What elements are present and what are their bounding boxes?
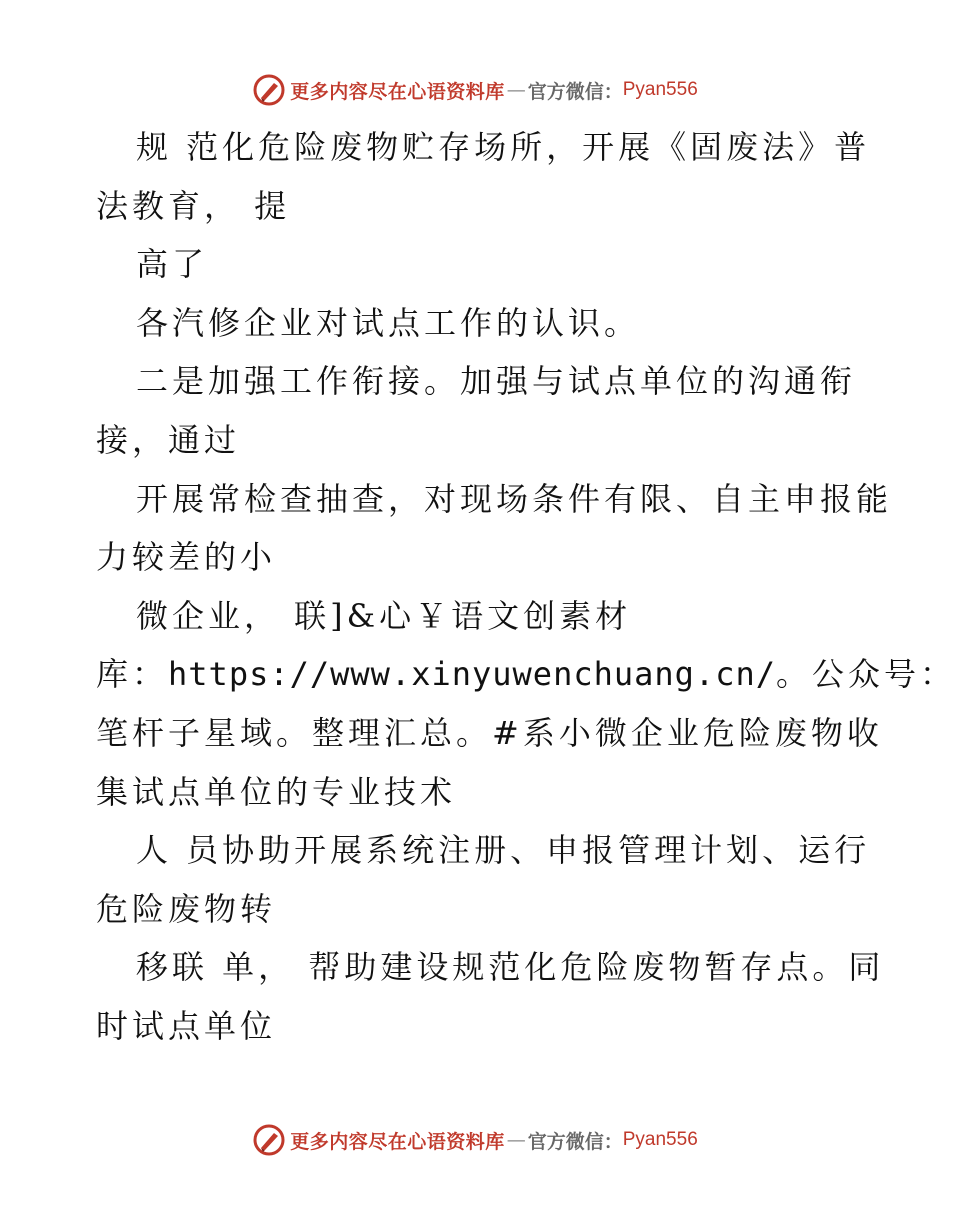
- text-line: 法教育， 提: [96, 186, 291, 225]
- website-url: https://www.xinyuwenchuang.cn/: [168, 655, 776, 694]
- text-line: 各汽修企业对试点工作的认识。: [136, 303, 641, 342]
- text-line: 开展常检查抽查，对现场条件有限、自主申报能: [136, 479, 893, 518]
- text-line: 高了: [136, 245, 209, 284]
- header-watermark: [0, 70, 950, 110]
- text-fragment: 库：: [96, 655, 169, 694]
- text-line: 力较差的小: [96, 538, 277, 577]
- text-line: 危险废物转: [96, 889, 277, 928]
- pen-logo-icon: [252, 1123, 286, 1157]
- header-text: 更多内容尽在心语资料库: [290, 80, 505, 103]
- text-line-with-url: [96, 645, 956, 704]
- pen-logo-icon: [252, 73, 286, 107]
- footer-watermark: [0, 1120, 950, 1160]
- text-line: 人 员协助开展系统注册、申报管理计划、运行: [136, 831, 871, 870]
- text-line: 微企业， 联]&心￥语文创素材: [136, 596, 632, 635]
- footer-wechat-id: Pyan556: [622, 1129, 698, 1150]
- header-wechat-id: Pyan556: [622, 79, 698, 100]
- text-line: 移联 单， 帮助建设规范化危险废物暂存点。同: [136, 948, 885, 987]
- text-line: 集试点单位的专业技术: [96, 772, 457, 811]
- text-fragment: 。公众号：: [775, 655, 956, 694]
- footer-dash: —: [506, 1129, 526, 1151]
- text-line: 笔杆子星域。整理汇总。#系小微企业危险废物收: [96, 713, 883, 752]
- text-line: 二是加强工作衔接。加强与试点单位的沟通衔: [136, 362, 857, 401]
- footer-text: 更多内容尽在心语资料库: [290, 1130, 505, 1153]
- text-line: 接，通过: [96, 420, 241, 459]
- footer-wechat-label: 官方微信：: [527, 1130, 623, 1153]
- header-wechat-label: 官方微信：: [527, 80, 623, 103]
- text-line: 时试点单位: [96, 1006, 277, 1045]
- text-line: 规 范化危险废物贮存场所，开展《固废法》普: [136, 128, 871, 166]
- header-dash: —: [506, 79, 526, 101]
- document-body: [96, 118, 956, 1056]
